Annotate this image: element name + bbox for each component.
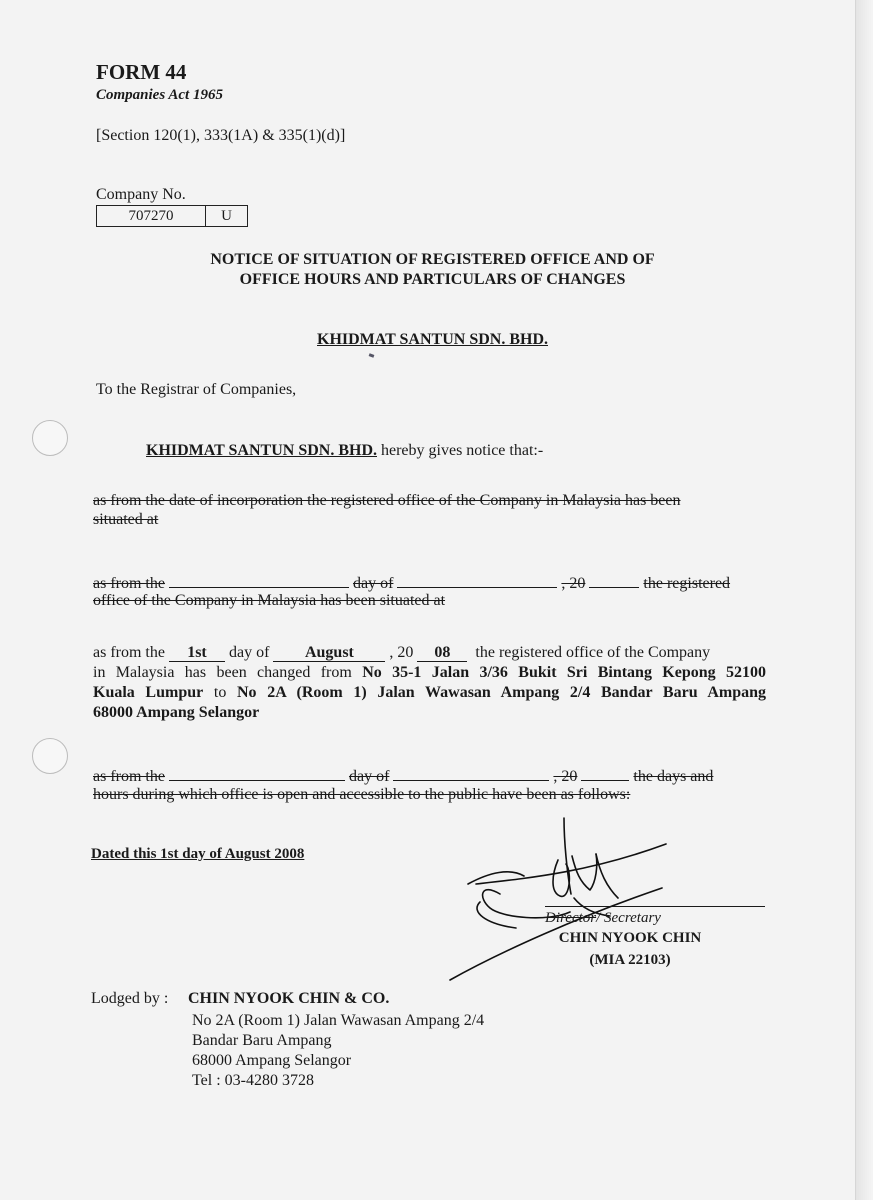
notice-text: hereby gives notice that:- — [381, 442, 544, 459]
company-no-label: Company No. — [96, 186, 186, 203]
lodged-by-firm: CHIN NYOOK CHIN & CO. — [188, 990, 390, 1007]
struck-paragraph1-line2: situated at — [93, 511, 159, 528]
struck-paragraph4-line1 — [93, 766, 713, 786]
struck-paragraph2-line1 — [93, 573, 730, 593]
p3-as-from: as from the — [93, 644, 165, 661]
punch-hole-top — [32, 420, 68, 456]
lodged-address-line2: Bandar Baru Ampang — [192, 1032, 332, 1049]
lodged-address-line1: No 2A (Room 1) Jalan Wawasan Ampang 2/4 — [192, 1012, 485, 1029]
signatory-mia-number: (MIA 22103) — [589, 952, 671, 968]
p2-day-blank — [169, 573, 349, 588]
p3-month-value: August — [273, 644, 385, 662]
p4-day-of: day of — [348, 768, 390, 785]
p3-to: to — [213, 684, 227, 701]
p3-old-address-part1: No 35-1 Jalan 3/36 Bukit Sri Bintang Kepong 52100 — [362, 664, 766, 681]
p3-in-malaysia: in Malaysia has been changed from — [93, 664, 352, 681]
p4-comma-20: , 20 — [553, 768, 578, 785]
p3-line4 — [93, 703, 766, 723]
p2-the-registered: the registered — [643, 575, 731, 592]
p4-as-from: as from the — [93, 768, 165, 785]
p3-line3 — [93, 683, 766, 703]
form-title: FORM 44 — [96, 60, 187, 84]
p2-month-blank — [397, 573, 557, 588]
notice-heading-line2: OFFICE HOURS AND PARTICULARS OF CHANGES — [239, 271, 626, 288]
p3-line1 — [93, 643, 766, 663]
struck-paragraph4-line2: hours during which office is open and accessible to the public have been as follows: — [93, 786, 631, 803]
signatory-role — [545, 910, 661, 927]
signatory-name: CHIN NYOOK CHIN — [558, 930, 702, 946]
page-edge — [855, 0, 873, 1200]
lodged-address-line3: 68000 Ampang Selangor — [192, 1052, 352, 1069]
company-name-heading: KHIDMAT SANTUN SDN. BHD. — [317, 331, 548, 348]
p3-year-value: 08 — [417, 644, 467, 662]
p3-new-address-part1: No 2A (Room 1) Jalan Wawasan Ampang 2/4 Bandar Baru Ampang — [237, 684, 767, 701]
p3-rest1: the registered office of the Company — [475, 644, 711, 661]
notice-heading-line1: NOTICE OF SITUATION OF REGISTERED OFFICE AND OF — [210, 251, 655, 268]
company-no-suffix: U — [221, 208, 232, 224]
p4-day-blank — [169, 766, 345, 781]
p4-month-blank — [393, 766, 549, 781]
punch-hole-bottom — [32, 738, 68, 774]
p4-year-blank — [581, 766, 629, 781]
p3-old-address-part2: Kuala Lumpur — [93, 684, 204, 701]
notice-statement — [146, 442, 543, 460]
p3-day-value: 1st — [169, 644, 225, 662]
company-no-box — [96, 205, 248, 227]
role-director-struck: Director — [545, 910, 597, 926]
notice-company-name: KHIDMAT SANTUN SDN. BHD. — [146, 442, 377, 459]
p3-day-of: day of — [228, 644, 270, 661]
p3-comma-20: , 20 — [389, 644, 414, 661]
p2-day-of: day of — [352, 575, 394, 592]
signature-line — [545, 906, 765, 907]
p2-as-from: as from the — [93, 575, 165, 592]
struck-paragraph2-line2: office of the Company in Malaysia has been situated at — [93, 592, 446, 609]
company-no-number: 707270 — [97, 206, 206, 226]
p4-the-days-and: the days and — [633, 768, 714, 785]
p2-comma-20: , 20 — [561, 575, 586, 592]
p3-new-address-part2: 68000 Ampang Selangor — [93, 704, 260, 721]
role-secretary: / Secretary — [596, 910, 661, 926]
act-name: Companies Act 1965 — [96, 87, 223, 103]
section-reference: [Section 120(1), 333(1A) & 335(1)(d)] — [96, 127, 346, 144]
p2-year-blank — [589, 573, 639, 588]
addressee: To the Registrar of Companies, — [96, 381, 297, 398]
struck-paragraph1-line1: as from the date of incorporation the registered office of the Company in Malaysia has been — [93, 492, 681, 509]
lodged-by-label: Lodged by : — [91, 990, 169, 1007]
lodged-telephone: Tel : 03-4280 3728 — [192, 1072, 314, 1089]
dated-line: Dated this 1st day of August 2008 — [91, 846, 305, 862]
p3-line2 — [93, 663, 766, 683]
change-of-address-paragraph — [93, 643, 766, 723]
